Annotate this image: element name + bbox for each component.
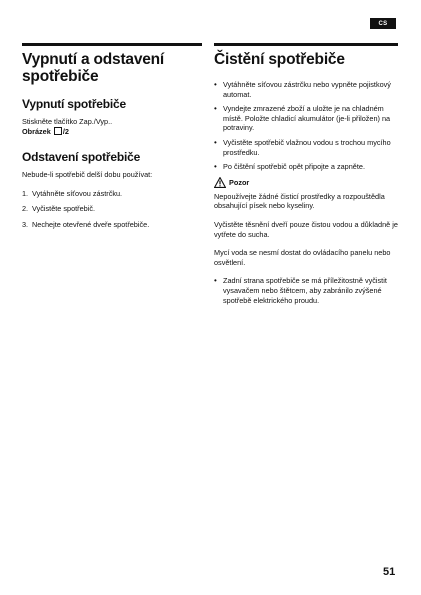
control-panel-text: Mycí voda se nesmí dostat do ovládacího panelu nebo osvětlení. (214, 248, 391, 267)
warning-triangle-icon (214, 177, 226, 188)
list-item-text: Po čištění spotřebič opět připojte a zapněte. (223, 162, 365, 172)
section-rule (214, 43, 398, 46)
section-rule (22, 43, 202, 46)
step-number: 2. (22, 204, 29, 214)
step-text: Nechejte otevřené dveře spotřebiče. (32, 219, 150, 229)
list-item-text: Vyndejte zmrazené zboží a uložte je na chladném místě. Položte chladicí akumulátor (je-li přiložen) na potraviny. (223, 104, 391, 133)
step-number: 1. (22, 188, 29, 198)
step-item (22, 220, 202, 230)
door-seal-text: Vyčistěte těsnění dveří pouze čistou vodou a důkladně je vytřete do sucha. (214, 219, 398, 239)
step-item (22, 189, 202, 199)
cleaning-steps (214, 80, 398, 172)
page-title-left (22, 51, 202, 85)
figure-prefix: Obrázek (22, 126, 51, 136)
bullet-icon: • (214, 162, 217, 172)
step-text: Vyčistěte spotřebič. (32, 204, 95, 214)
warning-text: Nepoužívejte žádné čisticí prostředky a rozpouštědla obsahující písek nebo kyseliny. (214, 191, 385, 211)
title-line-2: spotřebiče (22, 68, 99, 85)
page-title-right: Čistění spotřebiče (214, 51, 345, 68)
list-item-text: Zadní strana spotřebiče se má příležitostně vyčistit vysavačem nebo štětcem, aby zabránilo zvýšené spotřebě elektrického proudu. (223, 276, 387, 305)
step-number: 3. (22, 219, 29, 229)
list-item (214, 80, 398, 99)
bullet-icon: • (214, 276, 217, 286)
page-number: 51 (383, 566, 396, 578)
figure-suffix: /2 (62, 126, 69, 136)
decommission-intro: Nebude-li spotřebič delší dobu používat: (22, 170, 153, 180)
bullet-icon: • (214, 80, 217, 89)
list-item-text: Vyčistěte spotřebič vlažnou vodou s trochou mycího prostředku. (223, 137, 391, 157)
right-column (214, 43, 398, 310)
step-text: Vytáhněte síťovou zástrčku. (32, 188, 123, 198)
warning-label: Pozor (229, 177, 250, 187)
warning-heading (214, 177, 398, 188)
rear-cleaning-note (214, 276, 398, 305)
figure-box-icon (54, 127, 62, 135)
figure-reference (22, 127, 202, 137)
list-item (214, 162, 398, 172)
language-badge: CS (370, 18, 396, 29)
list-item-text: Vytáhněte síťovou zástrčku nebo vypněte pojistkový automat. (223, 80, 391, 99)
bullet-icon: • (214, 104, 217, 114)
decommission-steps (22, 189, 202, 230)
heading-decommission: Odstavení spotřebiče (22, 150, 141, 165)
switch-off-text: Stiskněte tlačítko Zap./Vyp.. (22, 117, 113, 126)
left-column (22, 43, 202, 236)
bullet-icon: • (214, 137, 217, 147)
heading-switch-off: Vypnutí spotřebiče (22, 97, 126, 111)
list-item (214, 138, 398, 157)
list-item (214, 104, 398, 133)
title-line-1: Vypnutí a odstavení (22, 51, 165, 68)
list-item (214, 276, 398, 305)
step-item (22, 204, 202, 214)
